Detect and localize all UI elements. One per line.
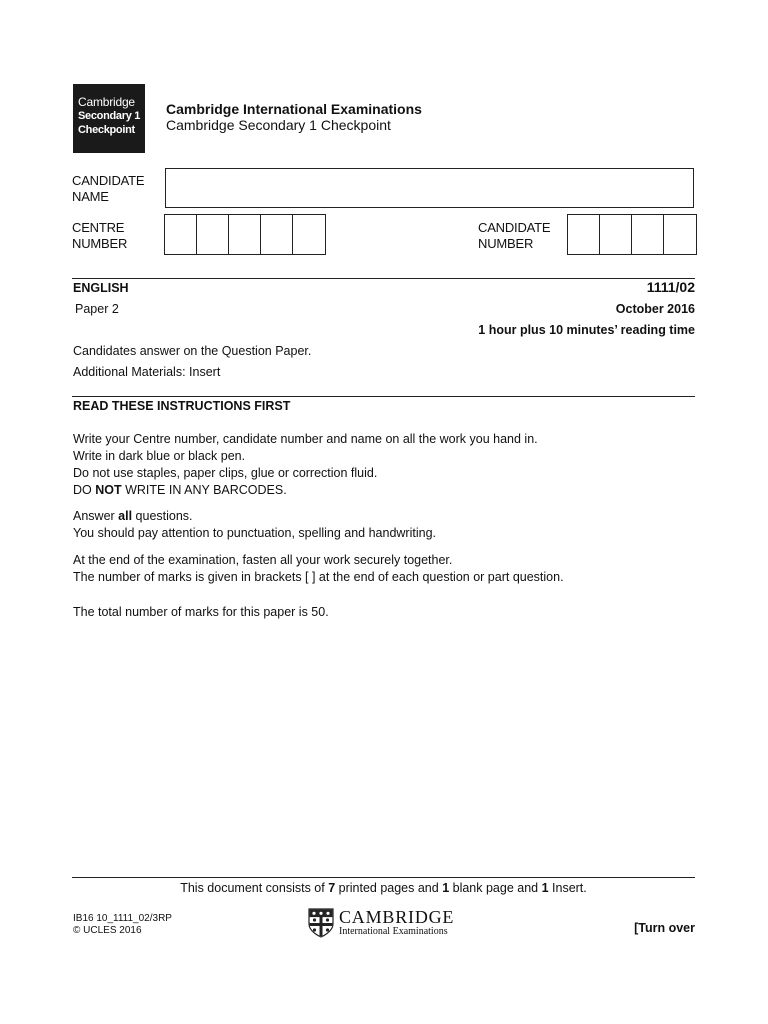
instruction-line: Do not use staples, paper clips, glue or correction fluid. <box>73 466 378 480</box>
candidate-name-label-line-2: NAME <box>72 189 109 204</box>
exam-date: October 2016 <box>615 302 695 316</box>
cambridge-wordmark-sub: International Examinations <box>339 926 448 937</box>
text-run: blank page and <box>449 881 542 895</box>
page-count <box>72 880 695 897</box>
candidate-number-box[interactable] <box>600 215 632 254</box>
candidate-name-label <box>72 173 144 205</box>
divider <box>72 396 695 397</box>
paper-code: 1111/02 <box>646 279 695 295</box>
candidate-number-box[interactable] <box>568 215 600 254</box>
total-marks: The total number of marks for this paper is 50. <box>73 605 329 619</box>
text-run: This document consists of <box>180 881 329 895</box>
cambridge-wordmark: CAMBRIDGE <box>339 907 455 927</box>
answer-on-text: Candidates answer on the Question Paper. <box>73 344 312 358</box>
text-run: printed pages and <box>335 881 443 895</box>
logo-line-1: Cambridge <box>78 95 135 109</box>
candidate-name-field[interactable] <box>165 168 694 208</box>
instruction-line: Write your Centre number, candidate number and name on all the work you hand in. <box>73 432 538 446</box>
text-run: Answer <box>73 509 119 523</box>
candidate-number-label-line-1: CANDIDATE <box>478 220 551 235</box>
subject: ENGLISH <box>73 281 129 295</box>
duration: 1 hour plus 10 minutes’ reading time <box>478 323 695 337</box>
centre-number-label-line-1: CENTRE <box>72 220 125 235</box>
cambridge-logo <box>308 908 454 938</box>
candidate-number-box[interactable] <box>664 215 696 254</box>
instruction-line <box>73 508 436 525</box>
instruction-line: Write in dark blue or black pen. <box>73 449 246 463</box>
board-title: Cambridge International Examinations <box>166 101 422 117</box>
centre-number-box[interactable] <box>261 215 293 254</box>
turn-over: [Turn over <box>634 921 695 935</box>
candidate-number-box[interactable] <box>632 215 664 254</box>
insert-count: 1 <box>541 881 549 895</box>
emphasis-text: NOT <box>95 483 122 497</box>
candidate-number-label-line-2: NUMBER <box>478 236 534 251</box>
board-subtitle: Cambridge Secondary 1 Checkpoint <box>166 117 391 133</box>
instructions-block-3 <box>73 552 564 586</box>
instructions-block-2 <box>73 508 436 542</box>
copyright: © UCLES 2016 <box>73 925 142 936</box>
candidate-number-boxes <box>567 214 697 255</box>
centre-number-label-line-2: NUMBER <box>72 236 128 251</box>
logo-line-2: Secondary 1 <box>78 110 141 122</box>
instructions-heading: READ THESE INSTRUCTIONS FIRST <box>73 399 291 413</box>
instruction-line <box>73 482 538 499</box>
footer-divider <box>72 877 695 878</box>
instructions-block-1 <box>73 431 538 499</box>
additional-materials: Additional Materials: Insert <box>73 365 221 379</box>
centre-number-label <box>72 220 127 252</box>
page-count-number: 7 <box>328 881 336 895</box>
text-run: WRITE IN ANY BARCODES. <box>121 483 287 497</box>
instruction-line: You should pay attention to punctuation, spelling and handwriting. <box>73 526 437 540</box>
checkpoint-logo <box>73 84 145 153</box>
paper-number: Paper 2 <box>75 302 119 316</box>
candidate-name-label-line-1: CANDIDATE <box>72 173 145 188</box>
divider <box>72 278 695 279</box>
blank-page-count: 1 <box>442 881 450 895</box>
instruction-line: At the end of the examination, fasten all your work securely together. <box>73 553 453 567</box>
text-run: Insert. <box>548 881 587 895</box>
crest-icon <box>308 908 334 938</box>
candidate-number-label <box>478 220 550 252</box>
logo-line-3: Checkpoint <box>78 124 135 136</box>
reference-code: IB16 10_1111_02/3RP <box>73 913 172 924</box>
text-run: questions. <box>132 509 193 523</box>
text-run: DO <box>73 483 96 497</box>
centre-number-boxes <box>164 214 326 255</box>
instruction-line: The number of marks is given in brackets [ ] at the end of each question or part question. <box>73 570 564 584</box>
centre-number-box[interactable] <box>229 215 261 254</box>
emphasis-text: all <box>118 509 133 523</box>
centre-number-box[interactable] <box>165 215 197 254</box>
centre-number-box[interactable] <box>197 215 229 254</box>
centre-number-box[interactable] <box>293 215 325 254</box>
